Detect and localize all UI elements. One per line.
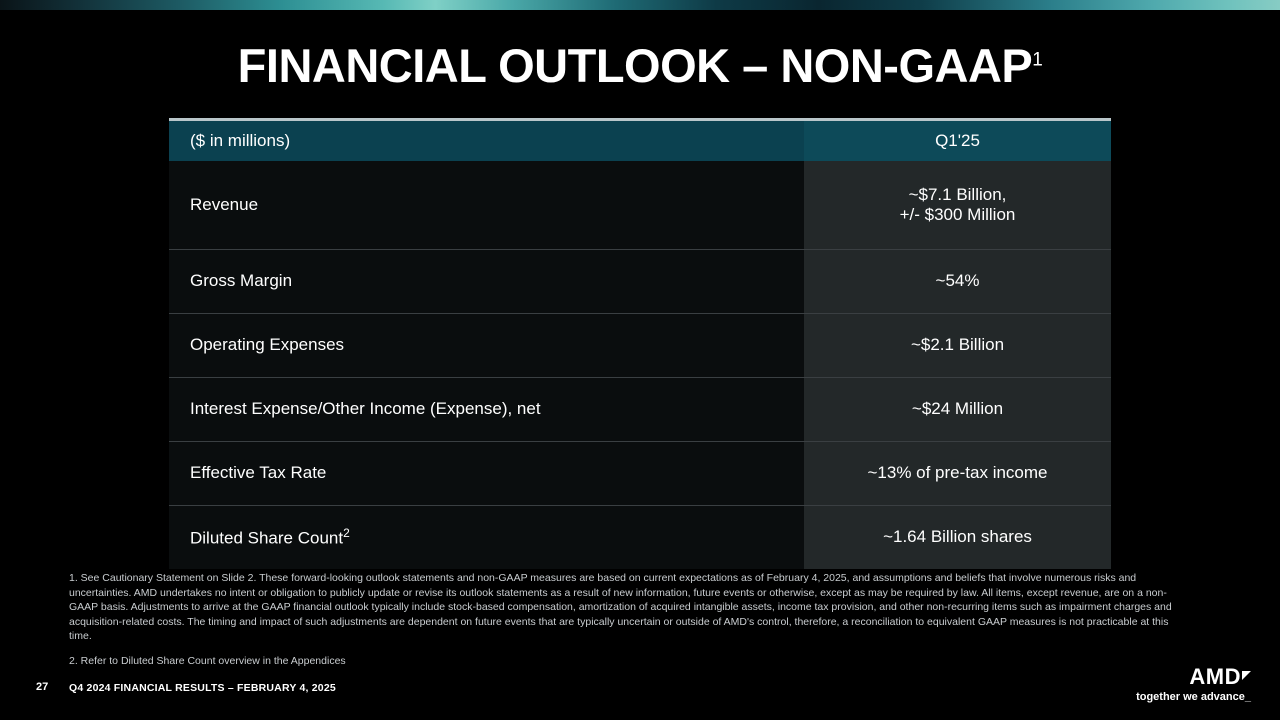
column-header-q125: Q1'25 — [804, 121, 1111, 161]
table-row — [169, 441, 1111, 505]
table-row — [169, 505, 1111, 569]
table-row — [169, 313, 1111, 377]
footnote-2: 2. Refer to Diluted Share Count overview in the Appendices — [69, 654, 346, 667]
footer-deck-title: Q4 2024 FINANCIAL RESULTS – FEBRUARY 4, 2025 — [69, 682, 336, 694]
row-value-gross-margin: ~54% — [804, 249, 1111, 313]
page-title — [0, 38, 1280, 93]
financial-outlook-table — [169, 121, 1111, 569]
page-title-superscript: 1 — [1032, 49, 1043, 71]
table-row — [169, 161, 1111, 249]
row-label-operating-expenses: Operating Expenses — [169, 313, 804, 377]
page-number: 27 — [36, 681, 49, 693]
row-value-diluted-share-count: ~1.64 Billion shares — [804, 505, 1111, 569]
row-value-interest-expense: ~$24 Million — [804, 377, 1111, 441]
page-title-text: FINANCIAL OUTLOOK – NON-GAAP — [237, 39, 1033, 92]
amd-wordmark-text: AMD — [1189, 664, 1241, 689]
row-value-operating-expenses: ~$2.1 Billion — [804, 313, 1111, 377]
footnote-1: 1. See Cautionary Statement on Slide 2. These forward-looking outlook statements and non-GAAP measures are based on current expectations as of February 4, 2025, and assumptions and beliefs that involve numerous risks and uncertainties. AMD undertakes no intent or obligation to publicly update or revise its outlook statements as a result of new information, future events or otherwise, except as may be required by law. All items, except revenue, are on a non-GAAP basis. Adjustments to arrive at the GAAP financial outlook typically include stock-based compensation, amortization of acquired intangible assets, income tax provision, and other non-recurring items such as impairment charges and acquisition-related costs. The timing and impact of such adjustments are dependent on future events that are typically uncertain or outside of AMD's control, therefore, a reconciliation to equivalent GAAP measures is not practicable at this time. — [69, 572, 1172, 643]
row-label-diluted-share-count — [169, 505, 804, 569]
row-value-revenue-line1: ~$7.1 Billion, — [908, 184, 1007, 204]
row-value-effective-tax-rate: ~13% of pre-tax income — [804, 441, 1111, 505]
row-label-diluted-share-count-text: Diluted Share Count — [190, 528, 344, 548]
amd-wordmark — [1136, 666, 1251, 688]
row-value-revenue-line2: +/- $300 Million — [899, 204, 1016, 224]
column-header-label: ($ in millions) — [169, 121, 804, 161]
top-accent-bar — [0, 0, 1280, 10]
table-header-row — [169, 121, 1111, 161]
row-label-gross-margin: Gross Margin — [169, 249, 804, 313]
amd-tagline: together we advance_ — [1136, 691, 1251, 703]
table-body — [169, 161, 1111, 569]
table-row — [169, 377, 1111, 441]
amd-arrow-icon — [1242, 671, 1251, 680]
footnotes — [69, 571, 1189, 669]
row-label-interest-expense: Interest Expense/Other Income (Expense), net — [169, 377, 804, 441]
row-label-revenue: Revenue — [169, 161, 804, 249]
row-label-effective-tax-rate: Effective Tax Rate — [169, 441, 804, 505]
row-label-diluted-share-count-superscript: 2 — [343, 525, 350, 540]
table-head — [169, 121, 1111, 161]
row-value-revenue — [804, 161, 1111, 249]
amd-logo — [1136, 666, 1251, 704]
table-row — [169, 249, 1111, 313]
outlook-table-wrapper — [169, 118, 1111, 569]
